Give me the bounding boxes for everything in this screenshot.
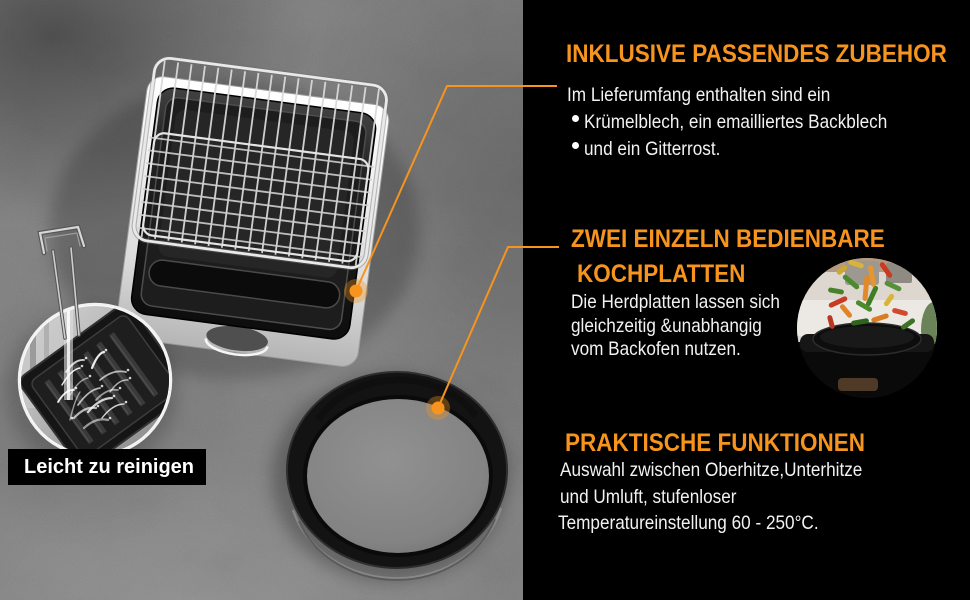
heading-kochplatten: ZWEI EINZELN BEDIENBARE KOCHPLATTEN [571,225,885,288]
bullet-item: Krümelblech, ein emailliertes Backblech [562,111,929,138]
text-kochplatten: Die Herdplatten lassen sich gleichzeitig &unabhangig vom Backofen nutzen. [571,291,780,360]
heading-funktionen: PRAKTISCHE FUNKTIONEN [565,429,866,457]
callout-dot-icon [350,285,363,298]
easy-clean-badge: Leicht zu reinigen [8,449,206,485]
intro-line: Im Lieferumfang enthalten sind ein [567,84,831,106]
main-product-photo [114,56,393,370]
bullet-item: und ein Gitterrost. [562,138,929,165]
bullet-dot-icon [572,115,579,122]
text-funktionen: Auswahl zwischen Oberhitze,Unterhitze und Umluft, stufenloser Temperatureinstellung 60 - 250°C. [558,459,863,534]
callout-dot-icon [432,402,445,415]
text-zubehoer [562,84,929,165]
heading-zubehoer: INKLUSIVE PASSENDES ZUBEHOR [566,40,947,68]
bullet-dot-icon [572,142,579,149]
left-photo-scene [6,56,508,581]
